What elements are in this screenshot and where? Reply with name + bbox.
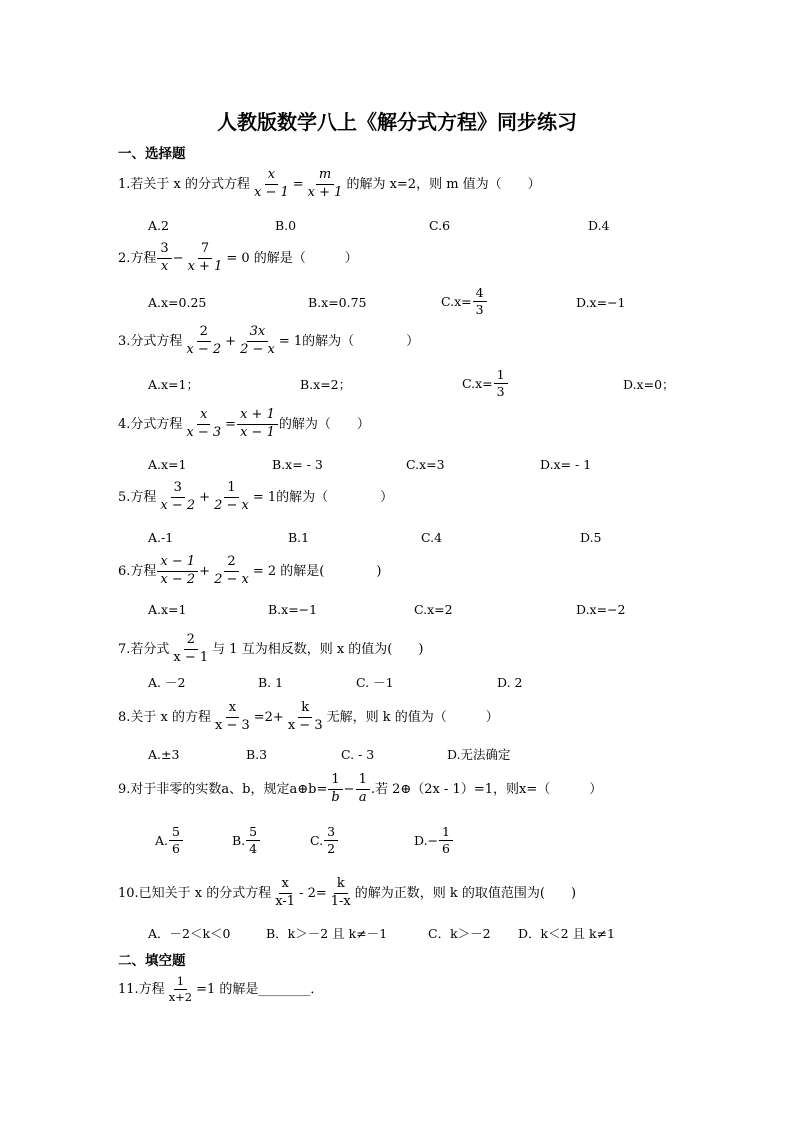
question-6: 6.方程 $\frac{x - 1}{x - 2}$ + $\frac{2}{2 - x}$ = 2 的解是( ) [118,554,382,587]
fraction: $\frac{1}{x+2}$ [168,974,193,1005]
question-3: 3.分式方程 $\frac{2}{x - 2}$ + $\frac{3x}{2 - x}$ = 1的解为（ ） [118,324,420,357]
option-c: C.x=3 [406,457,445,472]
option-a: A.-1 [148,530,174,545]
question-text: 8.关于 x 的方程 [118,709,211,725]
option-c: C．k＞－2 [428,926,491,941]
question-text: = 1的解为（ ） [278,333,420,349]
section-heading-fill: 二、填空题 [118,953,186,969]
fraction: $\frac{1}{3}$ [494,368,508,400]
fraction: $\frac{5}{6}$ [169,825,183,857]
option-d: D.x=−2 [576,602,626,617]
option-d: D.x=0； [623,377,675,392]
question-text: 与 1 互为相反数，则 x 的值为( ) [212,641,424,657]
question-5: 5.方程 $\frac{3}{x - 2}$ + $\frac{1}{2 - x}$ = 1的解为（ ） [118,480,394,513]
fraction: $\frac{7}{x + 1}$ [187,241,223,274]
fraction: $\frac{3}{x - 2}$ [160,480,196,513]
question-text: 4.分式方程 [118,416,183,432]
question-text: 9.对于非零的实数a、b，规定a⊕b= [118,781,328,797]
question-text: 3.分式方程 [118,333,183,349]
question-4: 4.分式方程 $\frac{x}{x - 3}$ = $\frac{x + 1}{x - 1}$ 的解为（ ） [118,407,370,440]
option-c: C.6 [429,218,451,233]
option-c: C.4 [421,530,443,545]
option-d: D.4 [588,218,610,233]
fraction: $\frac{m}{x + 1}$ [307,167,343,200]
question-text: = 1的解为（ ） [252,489,394,505]
option-a: A.±3 [148,747,180,762]
option-d: D.x=−1 [576,295,626,310]
section-heading-choice: 一、选择题 [118,146,186,162]
fraction: $\frac{x - 1}{x - 2}$ [157,555,198,588]
fraction: $\frac{3x}{2 - x}$ [240,324,275,357]
fraction: $\frac{1}{6}$ [439,825,453,857]
question-text: .若 2⊕（2x - 1）=1，则x=（ ） [370,781,603,797]
option-c: C. －1 [356,675,394,690]
option-a: A.x=1 [148,457,187,472]
option-d: D.无法确定 [447,747,511,762]
option-a: A. $\frac{5}{6}$ [155,825,184,857]
question-text: 2.方程 [118,250,157,266]
question-text: 的解为 x=2，则 m 值为（ ） [346,176,541,192]
question-text: =1 的解是________． [196,982,324,998]
option-d: D.x= - 1 [540,457,592,472]
question-11 [118,975,323,1004]
option-d: D.5 [580,530,602,545]
fraction: $\frac{x + 1}{x - 1}$ [237,408,278,441]
question-9: 9.对于非零的实数a、b，规定a⊕b= $\frac{1}{b}$ − $\frac{1}{a}$ .若 2⊕（2x - 1）=1，则x=（ ） [118,772,603,805]
option-b: B. $\frac{5}{4}$ [232,825,261,857]
question-text: 1.若关于 x 的分式方程 [118,176,250,192]
option-a: A. －2 [148,675,186,690]
option-c: C.x=2 [414,602,453,617]
option-c: C. $\frac{3}{2}$ [310,825,339,857]
question-text: 无解，则 k 的值为（ ） [326,709,499,725]
fraction: $\frac{k}{1-x}$ [330,876,351,909]
fraction: $\frac{3}{2}$ [324,825,338,857]
option-c: C.x= $\frac{1}{3}$ [462,368,509,400]
question-7 [118,633,423,666]
page-title: 人教版数学八上《解分式方程》同步练习 [217,110,577,134]
fraction: $\frac{3}{x}$ [157,242,171,275]
question-1: 1.若关于 x 的分式方程 $\frac{x}{x - 1}$ = $\frac{m}{x + 1}$ 的解为 x=2，则 m 值为（ ） [118,167,541,200]
question-text: 7.若分式 [118,641,170,657]
fraction: $\frac{1}{2 - x}$ [214,480,249,513]
option-c: C.x= $\frac{4}{3}$ [441,286,488,318]
option-d: D.− $\frac{1}{6}$ [414,825,454,857]
option-a: A.2 [148,218,169,233]
fraction: $\frac{k}{x - 3}$ [287,700,323,733]
question-text: 5.方程 [118,489,157,505]
fraction: $\frac{x}{x - 3}$ [186,407,222,440]
question-text: 10.已知关于 x 的分式方程 [118,885,272,901]
option-b: B.x=0.75 [308,295,367,310]
fraction: $\frac{2}{x - 1}$ [173,632,209,665]
question-text: 11.方程 [118,982,165,998]
question-2: 2.方程 $\frac{3}{x}$ − $\frac{7}{x + 1}$ = 0 的解是（ ） [118,241,358,274]
option-b: B.x=2； [300,377,352,392]
option-b: B.x= - 3 [272,457,323,472]
option-a: A.x=0.25 [148,295,207,310]
option-a: A.x=1 [148,602,187,617]
question-text: = 2 的解是( ) [252,563,382,579]
fraction: $\frac{4}{3}$ [473,286,487,318]
option-b: B．k＞－2 且 k≠－1 [266,926,388,941]
question-text: 6.方程 [118,563,157,579]
option-d: D．k＜2 且 k≠1 [518,926,615,941]
fraction: $\frac{x}{x - 1}$ [254,167,289,200]
question-text: = 0 的解是（ ） [226,250,358,266]
option-b: B.3 [246,747,268,762]
option-b: B.x=−1 [268,602,318,617]
fraction: $\frac{2}{x - 2}$ [186,324,222,357]
fraction: $\frac{2}{2 - x}$ [214,554,249,587]
question-8: 8.关于 x 的方程 $\frac{x}{x - 3}$ =2+ $\frac{k}{x - 3}$ 无解，则 k 的值为（ ） [118,700,499,733]
option-a: A．－2＜k＜0 [148,926,231,941]
question-text: 的解为正数，则 k 的取值范围为( ) [354,885,577,901]
fraction: $\frac{x}{x - 3}$ [215,700,250,733]
option-b: B.1 [288,530,310,545]
fraction: $\frac{x}{x-1}$ [275,876,296,909]
option-b: B. 1 [258,675,284,690]
question-10: 10.已知关于 x 的分式方程 $\frac{x}{x-1}$ - 2= $\frac{k}{1-x}$ 的解为正数，则 k 的取值范围为( ) [118,876,577,909]
option-a: A.x=1； [148,377,199,392]
option-d: D. 2 [497,675,523,690]
option-b: B.0 [275,218,297,233]
question-text: 的解为（ ） [278,416,370,432]
fraction: $\frac{1}{a}$ [356,773,370,806]
fraction: $\frac{5}{4}$ [246,825,260,857]
fraction: $\frac{1}{b}$ [328,773,342,806]
option-c: C. - 3 [341,747,375,762]
